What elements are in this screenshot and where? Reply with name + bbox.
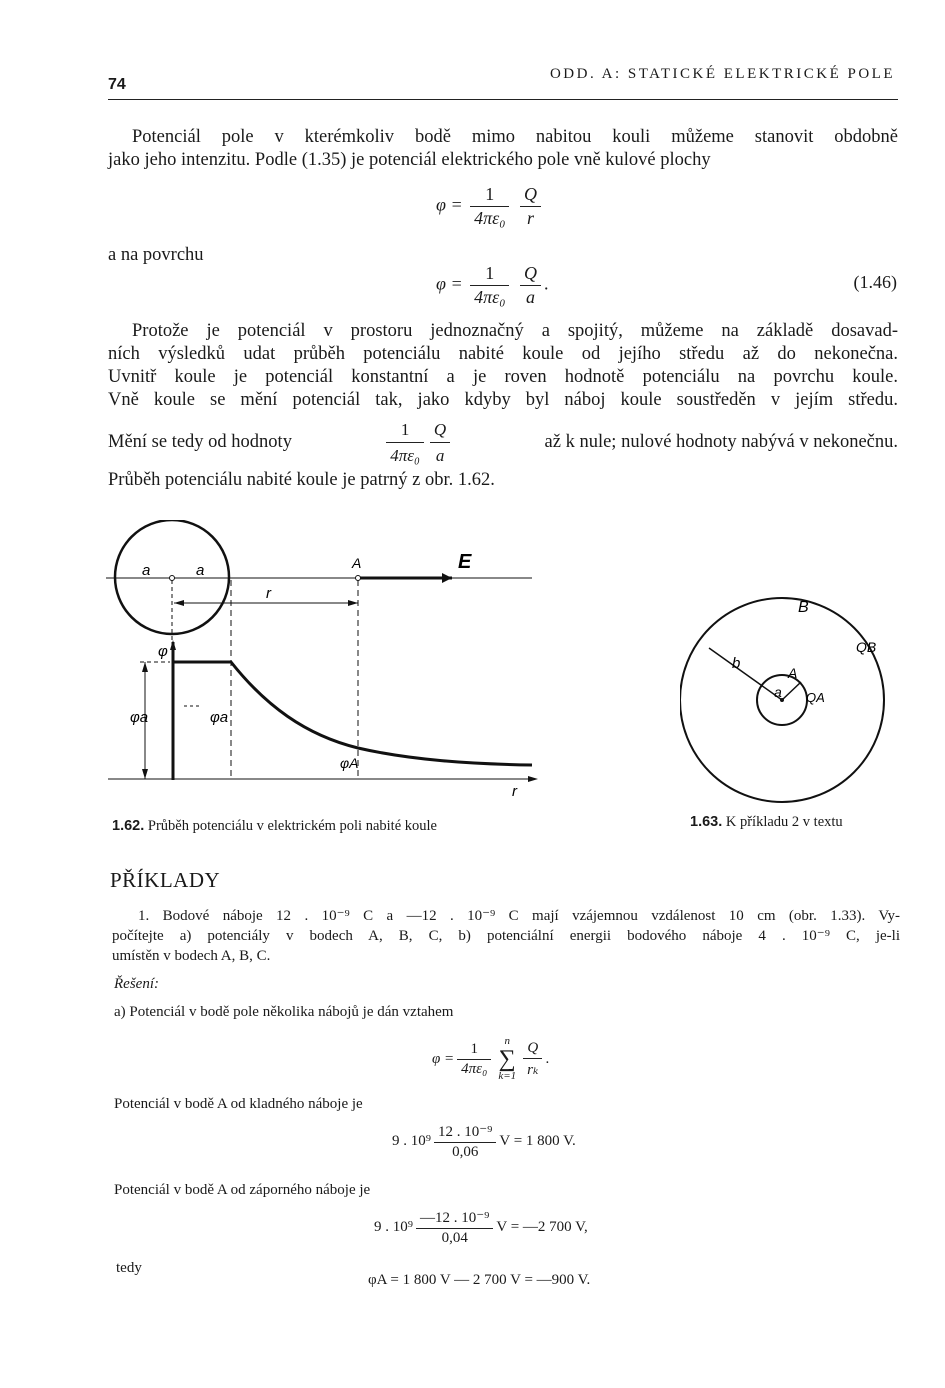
figure-163: [680, 590, 920, 810]
p2-line-5-after: až k nule; nulové hodnoty nabývá v nekonečnu.: [544, 432, 898, 452]
label-phi-axis: φ: [158, 643, 168, 660]
label-point-A: A: [352, 555, 362, 571]
sum-operator: [498, 1036, 516, 1082]
caption-number: 1.63.: [690, 814, 723, 830]
part-a-text: a) Potenciál v bodě pole několika nábojů je dán vztahem: [114, 1004, 454, 1020]
sum-bottom: k=1: [498, 1070, 517, 1082]
eq-den2: a: [525, 287, 535, 307]
pos-result: V = 1 800 V.: [499, 1133, 576, 1149]
neg-num: —12 . 10⁻⁹: [416, 1208, 493, 1229]
intro-paragraph: [108, 126, 898, 172]
positive-equation: [392, 1122, 576, 1161]
label-phi-A: φA: [340, 755, 359, 771]
sum-lhs: φ =: [432, 1050, 455, 1067]
sum-num: 1: [457, 1041, 491, 1060]
label-B: B: [798, 599, 809, 616]
example-1: [112, 906, 900, 966]
eq-num2: Q: [520, 263, 541, 286]
figure-162: [100, 520, 550, 810]
p2-frac-den2: a: [435, 446, 445, 465]
label-r-dimension: r: [266, 585, 271, 602]
sum-equation: [432, 1036, 549, 1082]
ex1-line-2: počítejte a) potenciály v bodech A, B, C, b) potenciální energii bodového náboje 4 . 10⁻⁹ C, je-li: [112, 928, 900, 944]
pos-num: 12 . 10⁻⁹: [434, 1122, 496, 1143]
label-b: b: [732, 655, 741, 672]
negative-charge-label: Potenciál v bodě A od záporného náboje je: [114, 1182, 371, 1198]
caption-number: 1.62.: [112, 818, 145, 834]
neg-result: V = —2 700 V,: [496, 1219, 588, 1235]
positive-charge-label: Potenciál v bodě A od kladného náboje je: [114, 1096, 363, 1112]
phi-a-arrow-top: [142, 662, 148, 672]
p2-frac-den1: 4πε₀: [390, 446, 420, 465]
figure-163-caption: [690, 814, 843, 831]
label-a-left: a: [142, 562, 151, 579]
eq-lhs: φ =: [436, 273, 463, 294]
eq-tail: .: [543, 273, 549, 294]
radius-a-line: [782, 682, 801, 700]
pos-den: 0,06: [452, 1144, 479, 1160]
surface-label: a na povrchu: [108, 245, 204, 265]
point-A-dot: [356, 576, 361, 581]
r-arrow-right: [348, 600, 358, 606]
label-phi-a-mid: φa: [210, 709, 229, 726]
neg-den: 0,04: [441, 1230, 468, 1246]
header-rule: [108, 99, 898, 100]
equation-number: (1.46): [853, 272, 897, 292]
page-number: 74: [108, 76, 126, 93]
neg-prefix: 9 . 10⁹: [374, 1219, 413, 1235]
sum-symbol: ∑: [498, 1046, 516, 1072]
phi-a-arrow-bottom: [142, 769, 148, 779]
sum-tail: .: [545, 1050, 550, 1067]
eq-num1: 1: [470, 263, 509, 286]
eq-lhs: φ =: [436, 194, 463, 215]
label-A: A: [788, 665, 798, 681]
figure-162-caption: [112, 818, 437, 835]
equation-surface: [436, 263, 548, 308]
ex1-line-1: 1. Bodové náboje 12 . 10⁻⁹ C a —12 . 10⁻⁹ C mají vzájemnou vzdálenost 10 cm (obr. 1.33). Vy-: [138, 908, 900, 924]
solution-label: Řešení:: [114, 976, 159, 992]
ex1-line-3: umístěn v bodech A, B, C.: [112, 948, 271, 964]
sphere-center-dot: [170, 576, 175, 581]
paragraph-2: [108, 320, 898, 492]
caption-text: Průběh potenciálu v elektrickém poli nabité koule: [147, 818, 437, 834]
sum-num2: Q: [523, 1040, 542, 1059]
p2-line-5: [108, 418, 898, 467]
pos-prefix: 9 . 10⁹: [392, 1133, 431, 1149]
label-r-axis: r: [512, 783, 517, 800]
r-axis-arrow: [528, 776, 538, 782]
label-QA: QA: [806, 690, 825, 705]
running-title: ODD. A: STATICKÉ ELEKTRICKÉ POLE: [549, 66, 895, 82]
eq-num1: 1: [470, 184, 509, 207]
p2-line-2: ních výsledků udat průběh potenciálu nabité koule od jejího středu až do nekonečna.: [108, 344, 898, 364]
phi-axis-arrow: [170, 640, 176, 650]
caption-text: K příkladu 2 v textu: [725, 814, 843, 830]
p2-line-1: Protože je potenciál v prostoru jednoznačný a spojitý, můžeme na základě dosavad-: [132, 321, 898, 341]
field-arrow-head: [442, 573, 452, 583]
label-field-E: E: [458, 551, 472, 573]
sum-den: 4πε₀: [461, 1060, 488, 1077]
eq-den1: 4πε₀: [474, 208, 506, 228]
radius-b-line: [709, 648, 782, 700]
p2-line-5-before: Mění se tedy od hodnoty: [108, 432, 292, 452]
p2-frac-num1: 1: [386, 418, 424, 443]
sum-top: n: [504, 1035, 510, 1047]
p2-line-6: Průběh potenciálu nabité koule je patrný z obr. 1.62.: [108, 470, 495, 490]
p2-line-3: Uvnitř koule je potenciál konstantní a je roven hodnotě potenciálu na povrchu koule.: [108, 367, 898, 387]
intro-line-1: Potenciál pole v kterémkoliv bodě mimo nabitou kouli můžeme stanovit obdobně: [132, 127, 898, 147]
eq-den2: r: [526, 208, 534, 228]
negative-equation: [374, 1208, 588, 1247]
label-phi-a-left: φa: [130, 709, 149, 726]
label-a-right: a: [196, 562, 205, 579]
equation-outside: [436, 184, 544, 229]
final-equation: φA = 1 800 V — 2 700 V = —900 V.: [368, 1272, 591, 1288]
thus-label: tedy: [116, 1260, 142, 1276]
label-QB: QB: [856, 639, 877, 655]
p2-line-4: Vně koule se mění potenciál tak, jako kdyby byl náboj koule soustředěn v jejím středu.: [108, 390, 898, 410]
r-arrow-left: [174, 600, 184, 606]
eq-den1: 4πε₀: [474, 287, 506, 307]
intro-line-2: jako jeho intenzitu. Podle (1.35) je potenciál elektrického pole vně kulové plochy: [108, 150, 711, 170]
label-a: a: [774, 684, 782, 700]
examples-heading: PŘÍKLADY: [110, 868, 221, 892]
p2-frac-num2: Q: [430, 418, 450, 443]
sum-den2: rₖ: [527, 1061, 539, 1078]
eq-num2: Q: [520, 184, 541, 207]
